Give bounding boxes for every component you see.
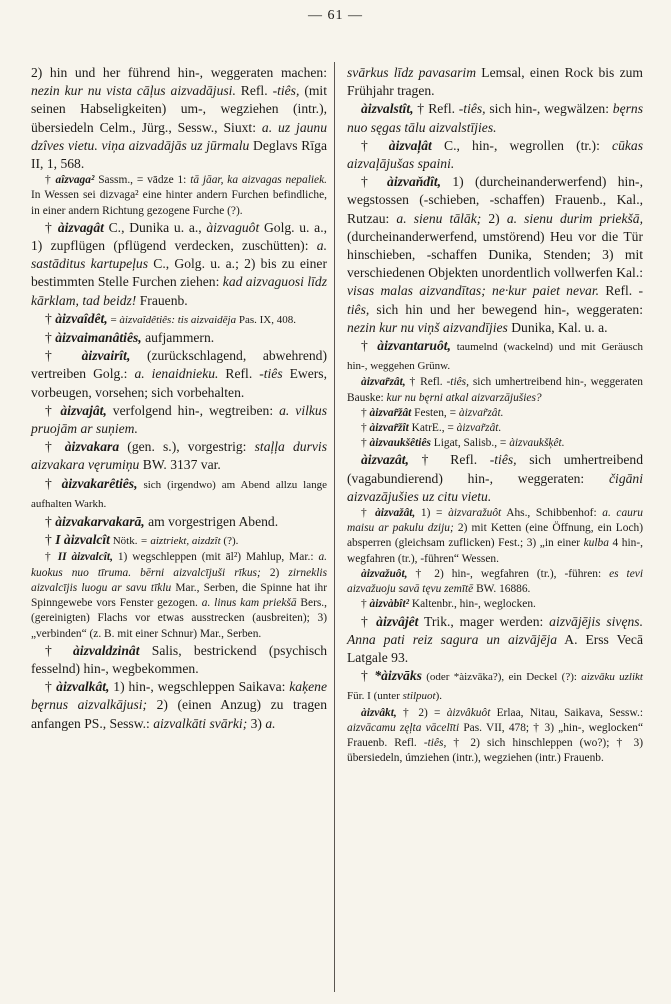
example-text: a. (265, 715, 276, 731)
example-text: àizvaîdêtiês: tis aizvaidēja (119, 313, 237, 326)
definition-text: † Refl. (405, 376, 447, 389)
example-text: a. cauru maisu ar pakulu dziju; (347, 507, 644, 535)
headword: àizvakarêtiês, (61, 475, 138, 491)
definition-text: 2) hin und her führend hin-, weggeraten machen: (31, 65, 327, 80)
example-text: aizvācamu zęļta vācelīti (347, 721, 460, 734)
dictionary-entry (31, 531, 327, 550)
left-column (31, 64, 327, 733)
headword: àizvar̃zât, (361, 376, 406, 389)
definition-text: (zurückschlagend, abwehrend) vertreiben Golg.: (31, 348, 327, 382)
definition-text: Ewers, vorbeugen, vorsehen; sich vorbehalten. (31, 366, 327, 400)
headword: II àizvalcît, (57, 551, 113, 564)
headword: àizvažuôt, (361, 567, 408, 580)
example-text: a. linus kam priekšā (201, 597, 297, 610)
definition-text: Ahs., Schibbenhof: (501, 507, 603, 520)
definition-text: † (45, 402, 61, 418)
definition-text: C., Dunika u. a., (103, 219, 207, 235)
example-text: a. ienaidnieku. (134, 366, 219, 382)
dictionary-entry (31, 475, 327, 513)
example-text: àizvaražuôt (448, 507, 502, 520)
headword: àizvar̃žât (369, 406, 412, 419)
example-text: kad aizvaguosi līdz kārklam, tad beidz! (31, 274, 327, 308)
definition-text: † 2) sich hinschleppen (wo?); † 3) übersiedeln, úmziehen (intr.), wegziehen (intr.) Frauenb. (347, 736, 644, 765)
definition-text: † (45, 532, 56, 548)
dictionary-entry (347, 337, 643, 375)
definition-text: 1) (durcheinanderwerfend) hin-, wegstossen (-schieben, -schaffen) Frauenb., Kal., Rutzau: (347, 174, 643, 226)
definition-text: aufjammern. (141, 330, 215, 346)
definition-text: Refl. (235, 83, 273, 99)
definition-text: † (45, 514, 56, 530)
headword: àizvâkt, (361, 706, 397, 719)
dictionary-entry (31, 329, 327, 347)
definition-text: † Refl. (413, 101, 459, 117)
definition-text: ). (435, 690, 443, 703)
dictionary-entry (347, 506, 643, 567)
definition-text: (gen. s.), vorgestrig: (119, 439, 255, 455)
definition-text: (durcheinanderwerfend, umstörend) Heu vor die Tür hinschieben, -schaffen Dunika, Stenden; 3) mit verschiedenen Objekten unordentlich vollwerfen Kal.: (347, 228, 643, 281)
dictionary-entry (347, 613, 643, 668)
example-text: staļļa durvis aizvakara vęrumiņu (31, 439, 327, 473)
example-text: kur nu bęrni atkal aizvarzājušies? (386, 391, 542, 404)
example-text: stilpuot (402, 690, 436, 703)
dictionary-entry (31, 550, 327, 641)
dictionary-entry (347, 375, 643, 405)
definition-text: 4 hin-, wegfahren (tr.), -führen“ Wessen. (347, 537, 643, 565)
definition-text: † (45, 439, 65, 455)
definition-text: 2) (einen Anzug) zu tragen anfangen PS., Sessw.: (31, 697, 327, 731)
definition-text: taumelnd (wackelnd) und mit Geräusch hin-, weggehen Grünw. (347, 341, 643, 373)
definition-text: sich hin und her bewegend hin-, weggeraten: (369, 301, 643, 317)
definition-text: † (361, 137, 389, 153)
definition-text: † (45, 551, 58, 564)
dictionary-entry (347, 706, 643, 767)
definition-text: † 2) = (396, 706, 447, 719)
definition-text: A. Erss Vecā Latgale 93. (347, 631, 643, 665)
headword: *àizvāks (374, 668, 422, 684)
definition-text: 2) (481, 210, 507, 226)
definition-text: Trik., mager werden: (418, 613, 550, 629)
definition-text: = (107, 313, 120, 326)
definition-text: Refl. (599, 283, 639, 299)
example-text: kulba (583, 537, 609, 550)
definition-text: † (45, 679, 57, 695)
right-column (347, 64, 643, 766)
example-text: -tiês, (489, 452, 517, 468)
definition-text: BW. 3137 var. (139, 457, 221, 473)
example-text: aizvāku uzlikt (581, 671, 643, 684)
dictionary-entry (31, 513, 327, 531)
page-number: — 61 — (308, 8, 363, 23)
definition-text: Mar., Serben, die Spinne hat ihr Spinngewebe vors Fenster gezogen. (31, 581, 328, 610)
example-text: kaķene bęrnus aizvalkājusi; (31, 679, 327, 713)
example-text: visas malas aizvandītas; ne·kur paiet nevar. (347, 283, 600, 299)
headword: àizvakara (64, 439, 120, 455)
dictionary-entry (31, 402, 327, 438)
headword: àizvalstît, (361, 101, 414, 117)
definition-text: † (361, 422, 370, 435)
entry-continuation (347, 64, 643, 100)
definition-text: Pas. VII, 478; † 3) „hin-, weglocken“ Frauenb. Refl. (347, 721, 644, 749)
definition-text: † (361, 406, 370, 419)
definition-text: In Wessen sei dizvaga² eine hinter andern Furchen befindliche, in einer andern Richtung gezogene Furche (?). (31, 189, 327, 217)
example-text: a. uz jaunu dzîves vietu. viņa aizvadājās uz jūrmalu (31, 119, 328, 153)
example-text: -tiês (259, 366, 283, 382)
example-text: àizvaguôt (206, 219, 260, 235)
definition-text: verfolgend hin-, wegtreiben: (106, 402, 280, 418)
definition-text: Dunika, Kal. u. a. (507, 319, 608, 335)
definition-text: sich umhertreibend (vagabundierend) hin-, weggeraten: (347, 452, 643, 486)
definition-text: Sassm., = vādze 1: (94, 174, 191, 187)
dictionary-entry (31, 173, 327, 219)
headword: àizvazât, (361, 452, 409, 468)
headword: àizvakarvakarā, (55, 514, 145, 530)
example-text: -tiês, (272, 83, 300, 99)
example-text: nezin kur nu vista cāļus aizvadājusi. (31, 83, 236, 99)
headword: àizvar̃žît (369, 422, 409, 435)
example-text: àizvâkuôt (446, 706, 491, 719)
dictionary-entry (31, 219, 327, 310)
headword: àizvaîdêt, (55, 310, 108, 326)
definition-text: 3) (247, 715, 266, 731)
definition-text: BW. 16886. (473, 583, 531, 596)
definition-text: † (45, 475, 62, 491)
example-text: svārkus līdz pavasarim (347, 65, 477, 80)
example-text: -tiês, (446, 376, 469, 389)
definition-text: † (361, 174, 388, 190)
dictionary-entry (347, 597, 643, 612)
definition-text: Deglavs Rīga II, 1, 568. (31, 137, 327, 172)
dictionary-entry (347, 421, 643, 436)
headword: àizvažât, (375, 507, 416, 520)
column-divider (334, 62, 335, 992)
definition-text: † Refl. (408, 452, 490, 468)
definition-text: sich hin-, wegwälzen: (485, 101, 613, 117)
headword: àizvaňdît, (387, 174, 442, 190)
dictionary-entry (347, 451, 643, 506)
definition-text: † (361, 598, 370, 611)
definition-text: † (361, 507, 376, 520)
example-text: a. kuokus nuo tīruma. bērni aizvalcījuši rīkus; (31, 551, 328, 579)
headword: àizvairît, (81, 348, 131, 364)
definition-text: sich umhertreibend hin-, weggeraten Bauske: (347, 376, 643, 404)
definition-text: † (45, 330, 56, 346)
definition-text: 1) hin-, wegschleppen Saikava: (109, 679, 290, 695)
definition-text: Pas. IX, 408. (236, 313, 296, 326)
definition-text: C., Golg. u. a.; 2) bis zu einer bestimmten Stelle Furchen ziehen: (31, 256, 327, 290)
definition-text: Für. I (unter (347, 690, 403, 703)
definition-text: † (361, 338, 378, 354)
example-text: a. sastāditus kartupeļus (31, 238, 327, 272)
definition-text: KatrE., = (408, 422, 457, 435)
dictionary-entry (31, 642, 327, 678)
example-text: -tiês, (423, 736, 447, 749)
example-text: a. vilkus pruojām ar suņiem. (31, 402, 327, 437)
definition-text: Festen, = (411, 406, 459, 419)
definition-text: sich (irgendwo) am Abend allzu lange aufhalten Warkh. (31, 478, 327, 510)
definition-text: C., hin-, wegrollen (tr.): (431, 137, 613, 153)
dictionary-entry (31, 438, 327, 474)
definition-text: † (45, 310, 56, 326)
dictionary-entry (347, 436, 643, 451)
example-text: a. sienu tālāk; (396, 210, 482, 226)
definition-text: 1) wegschleppen (mit āl²) Mahlup, Mar.: (112, 551, 319, 564)
example-text: àizvar̃zât. (456, 422, 502, 435)
definition-text: † (361, 437, 370, 450)
definition-text: Ligat, Salisb., = (430, 437, 510, 450)
definition-text: Frauenb. (136, 292, 188, 308)
definition-text: am vorgestrigen Abend. (144, 514, 279, 530)
headword: àizvaļât (388, 137, 432, 153)
example-text: àizvar̃zât. (458, 406, 504, 419)
definition-text: † (361, 668, 375, 684)
dictionary-entry (347, 667, 643, 705)
definition-text: † (45, 348, 82, 364)
definition-text: 2) (260, 566, 289, 579)
example-text: tā jāar, ka aizvagas nepaliek. (190, 174, 327, 187)
dictionary-entry (347, 137, 643, 173)
headword: àizvalkât, (56, 679, 110, 695)
definition-text: (?). (220, 535, 239, 548)
example-text: aizvājējis sivęns. Anna pati reiz sagura un aizvājēja (347, 613, 643, 647)
headword: aîzvaga² (55, 174, 95, 187)
dictionary-entry (31, 310, 327, 329)
definition-text: Salis, bestrickend (psychisch fesselnd) hin-, wegbekommen. (31, 642, 327, 676)
definition-text: † (361, 613, 377, 629)
definition-text: Refl. (218, 366, 260, 382)
example-text: a. sienu durim priekšā, (506, 210, 643, 226)
example-text: es tevi aizvažuoju savā tęvu zemītē (347, 567, 643, 596)
definition-text: † (45, 642, 73, 658)
example-text: = aiztriekt, aizdzît (140, 535, 221, 548)
example-text: bęrns nuo sęgas tālu aizvalstījies. (347, 101, 643, 135)
dictionary-entry (31, 678, 327, 733)
headword: àizvaimanâtiês, (55, 330, 142, 346)
dictionary-entry (347, 173, 643, 337)
definition-text: Lemsal, einen Rock bis zum Frühjahr tragen. (347, 65, 643, 99)
example-text: -tiês, (347, 283, 643, 317)
headword: àizvaukšêtiês (369, 437, 431, 450)
example-text: čigāni aizvazājušies uz citu vietu. (347, 470, 643, 504)
definition-text: 2) mit Ketten (eine Öffnung, ein Loch) absperren (gleichsam zuflicken) Fest.; 3) „in einer (347, 522, 643, 550)
dictionary-entry (347, 406, 643, 421)
headword: I àizvalcît (55, 532, 110, 548)
headword: àizvâjêt (376, 613, 419, 629)
entry-continuation (31, 64, 327, 173)
example-text: cūkas aizvaļājušas spaini. (347, 137, 643, 172)
dictionary-entry (31, 347, 327, 402)
definition-text: (mit seinen Habseligkeiten) um-, wegziehen (intr.), übersiedeln Celm., Jürg., Sessw., Siuxt: (31, 83, 327, 135)
definition-text: 1) = (415, 507, 449, 520)
example-text: -tiês, (458, 101, 486, 117)
example-text: nezin kur nu viņš aizvandījies (347, 319, 508, 335)
example-text: zirneklis aizvalcījis luogu ar savu tīklu (31, 566, 328, 594)
headword: àizvàbît² (369, 598, 410, 611)
definition-text: Kaltenbr., hin-, weglocken. (409, 598, 536, 611)
definition-text: Bers., (gereinigten) Flachs vor etwas ausstrecken (ausbreiten); 3) „verbinden“ (z. B. mit einer Schnur) Mar., Serben. (31, 597, 327, 640)
definition-text: Erlaa, Nitau, Saikava, Sessw.: (490, 706, 643, 719)
headword: àizvagât (57, 219, 104, 235)
dictionary-entry (347, 100, 643, 136)
definition-text: Golg. u. a., 1) zupflügen (pflügend verdecken, zuschütten): (31, 219, 327, 254)
definition-text: † (45, 174, 56, 187)
headword: àizvantaruôt, (377, 338, 451, 354)
headword: àizvajât, (60, 402, 107, 418)
definition-text: † (45, 219, 58, 235)
example-text: àizvaukšķêt. (509, 437, 565, 450)
dictionary-entry (347, 567, 643, 597)
definition-text: † 2) hin-, wegfahren (tr.), -führen: (407, 567, 610, 580)
definition-text: Nötk. (109, 535, 141, 548)
definition-text: (oder *àizvāka?), ein Deckel (?): (421, 671, 582, 684)
example-text: aizvalkāti svārki; (153, 715, 248, 731)
headword: àizvaldzinât (73, 642, 140, 658)
